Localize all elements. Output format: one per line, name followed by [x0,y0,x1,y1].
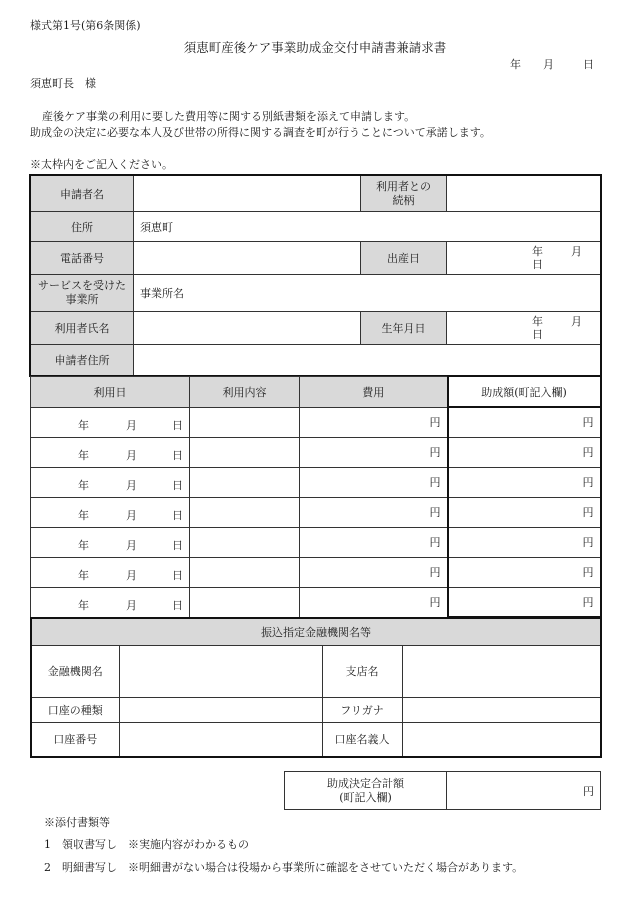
usage-date-field[interactable]: 年 月 日 [31,437,190,467]
account-number-field[interactable] [119,722,322,757]
furigana-label: フリガナ [322,697,402,722]
usage-row [31,467,601,497]
usage-date-field[interactable]: 年 月 日 [31,587,190,617]
bank-table [30,617,602,758]
form-date-month: 月 [543,58,554,71]
usage-date-field[interactable]: 年 月 日 [31,527,190,557]
branch-field[interactable] [402,645,601,697]
total-label: 助成決定合計額 (町記入欄) [285,772,447,810]
institution-label: 金融機関名 [31,645,119,697]
form-style-number: 様式第1号(第6条関係) [30,19,141,32]
form-date-day: 日 [583,58,594,71]
usage-cost-field[interactable]: 円 [300,587,448,617]
applicant-name-field[interactable] [134,176,361,212]
dob-label: 生年月日 [361,312,447,345]
usage-row [31,557,601,587]
usage-cost-field[interactable]: 円 [300,467,448,497]
bank-header: 振込指定金融機関名等 [31,618,601,645]
usage-date-field[interactable]: 年 月 日 [31,497,190,527]
usage-content-field[interactable] [190,437,300,467]
account-type-field[interactable] [119,697,322,722]
attachments-heading: ※添付書類等 [44,816,110,829]
usage-date-field[interactable]: 年 月 日 [31,407,190,437]
institution-field[interactable] [119,645,322,697]
user-name-field[interactable] [134,312,361,345]
birth-date-label: 出産日 [361,242,447,275]
usage-subsidy-field[interactable]: 円 [448,527,601,557]
usage-cost-field[interactable]: 円 [300,437,448,467]
usage-cost-field[interactable]: 円 [300,407,448,437]
account-holder-label: 口座名義人 [322,722,402,757]
usage-content-field[interactable] [190,557,300,587]
applicant-address-label: 申請者住所 [31,345,134,376]
attachment-item-2: 2 明細書写し ※明細書がない場合は役場から事業所に確認をさせていただく場合があります。 [44,861,524,874]
usage-content-field[interactable] [190,527,300,557]
usage-cost-field[interactable]: 円 [300,557,448,587]
dob-field[interactable]: 年 月 日 [447,312,601,345]
total-table [284,771,601,810]
usage-subsidy-field[interactable]: 円 [448,587,601,617]
account-type-label: 口座の種類 [31,697,119,722]
usage-row [31,587,601,617]
user-name-label: 利用者氏名 [31,312,134,345]
usage-date-field[interactable]: 年 月 日 [31,467,190,497]
intro-line-1: 産後ケア事業の利用に要した費用等に関する別紙書類を添えて申請します。 [42,110,416,123]
attachment-item-1: 1 領収書写し ※実施内容がわかるもの [44,838,249,851]
account-number-label: 口座番号 [31,722,119,757]
usage-subsidy-field[interactable]: 円 [448,467,601,497]
account-holder-field[interactable] [402,722,601,757]
applicant-name-label: 申請者名 [31,176,134,212]
service-provider-field[interactable]: 事業所名 [134,275,601,312]
intro-line-2: 助成金の決定に必要な本人及び世帯の所得に関する調査を町が行うことについて承諾します。 [30,126,491,139]
usage-content-field[interactable] [190,467,300,497]
phone-field[interactable] [134,242,361,275]
usage-subsidy-field[interactable]: 円 [448,407,601,437]
address-label: 住所 [31,212,134,242]
form-date-year: 年 [510,58,521,71]
birth-date-field[interactable]: 年 月 日 [447,242,601,275]
usage-date-header: 利用日 [31,376,190,407]
usage-subsidy-field[interactable]: 円 [448,557,601,587]
usage-content-field[interactable] [190,497,300,527]
relation-field[interactable] [447,176,601,212]
total-amount-field[interactable]: 円 [447,772,601,810]
usage-subsidy-header: 助成額(町記入欄) [448,376,601,407]
usage-cost-field[interactable]: 円 [300,497,448,527]
usage-content-field[interactable] [190,407,300,437]
addressee: 須恵町長 様 [30,77,96,90]
branch-label: 支店名 [322,645,402,697]
furigana-field[interactable] [402,697,601,722]
form-title: 須恵町産後ケア事業助成金交付申請書兼請求書 [183,40,447,55]
usage-content-header: 利用内容 [190,376,300,407]
usage-row [31,437,601,467]
usage-table [30,375,602,618]
usage-cost-header: 費用 [300,376,448,407]
usage-date-field[interactable]: 年 月 日 [31,557,190,587]
fill-note: ※太枠内をご記入ください。 [30,158,173,171]
usage-row [31,497,601,527]
usage-content-field[interactable] [190,587,300,617]
relation-label: 利用者との 続柄 [361,176,447,212]
usage-cost-field[interactable]: 円 [300,527,448,557]
usage-row [31,527,601,557]
usage-subsidy-field[interactable]: 円 [448,437,601,467]
usage-row [31,407,601,437]
applicant-address-field[interactable] [134,345,601,376]
applicant-table [30,175,601,376]
phone-label: 電話番号 [31,242,134,275]
address-field[interactable]: 須恵町 [134,212,601,242]
service-provider-label: サービスを受けた 事業所 [31,275,134,312]
usage-subsidy-field[interactable]: 円 [448,497,601,527]
